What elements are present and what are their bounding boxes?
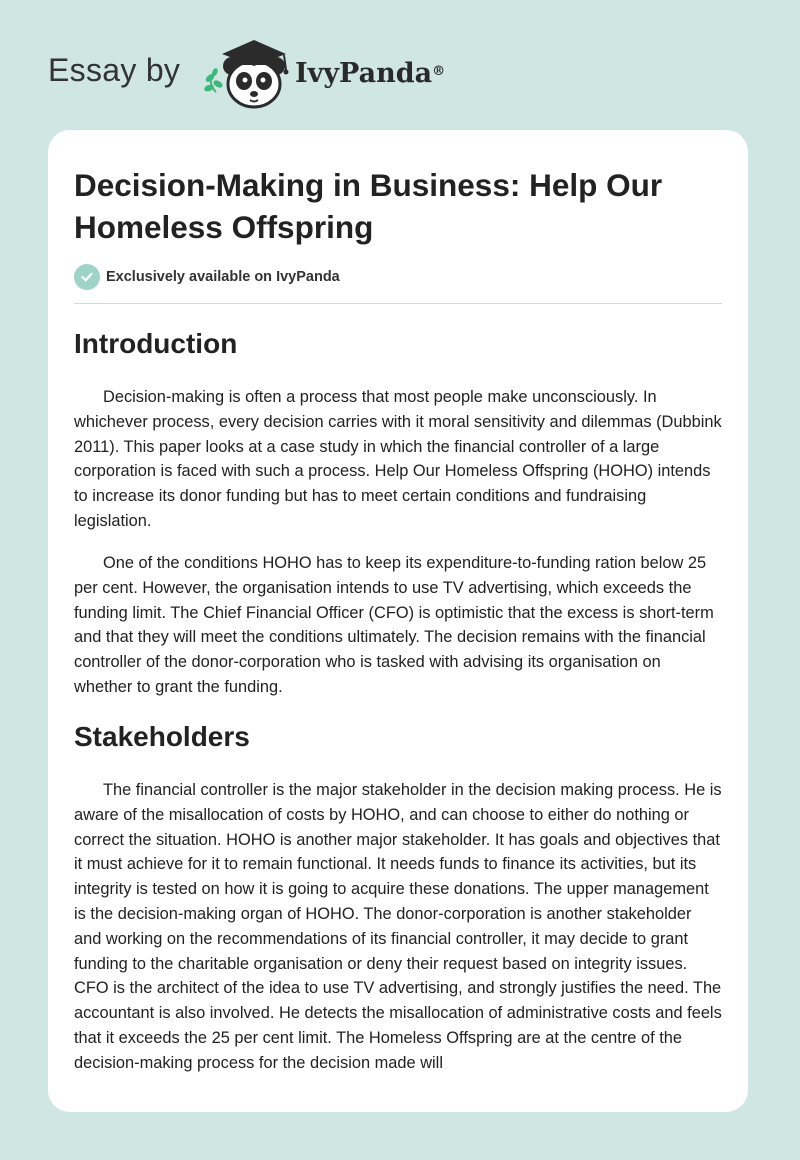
brand-name[interactable]: IvyPanda® bbox=[295, 58, 446, 89]
divider bbox=[74, 303, 722, 304]
badge-label: Exclusively available on IvyPanda bbox=[106, 269, 340, 285]
section-heading-stakeholders: Stakeholders bbox=[74, 721, 250, 752]
essay-card bbox=[48, 130, 748, 1112]
panda-graduate-icon[interactable] bbox=[200, 34, 292, 110]
brand-prefix: Essay by bbox=[48, 52, 181, 88]
leaf-icon bbox=[203, 67, 224, 92]
paragraph: Decision-making is often a process that most people make unconsciously. In whichever process, every decision carries with it moral sensitivity and dilemmas (Dubbink 2011). This paper looks at a case study in which the financial controller of a large corporation is faced with such a process. Help Our Homeless Offspring (HOHO) intends to increase its donor funding but has to meet certain conditions and fundraising legislation. bbox=[74, 388, 722, 530]
site-header bbox=[0, 0, 800, 130]
exclusive-badge bbox=[74, 263, 340, 291]
page-title: Decision-Making in Business: Help Our Homeless Offspring bbox=[74, 167, 663, 245]
paragraph: The financial controller is the major stakeholder in the decision making process. He is aware of the misallocation of costs by HOHO, and can choose to either do nothing or correct the situation. HOHO is another major stakeholder. It has goals and objectives that it must achieve for it to remain functional. It needs funds to finance its activities, but its integrity is tested on how it is going to acquire these donations. The upper management is the decision-making organ of HOHO. The donor-corporation is another stakeholder and working on the recommendations of its financial controller, it may decide to grant funding to the charitable organisation or deny their request based on integrity issues. CFO is the architect of the idea to use TV advertising, and strongly justifies the need. The accountant is also involved. He detects the misallocation of administrative costs and feels that it exceeds the 25 per cent limit. The Homeless Offspring are at the centre of the decision-making process for the decision made will bbox=[74, 781, 722, 1072]
registered-mark: ® bbox=[432, 64, 446, 79]
paragraph: One of the conditions HOHO has to keep its expenditure-to-funding ration below 25 per cent. However, the organisation intends to use TV advertising, which exceeds the funding limit. The Chief Financial Officer (CFO) is optimistic that the excess is short-term and that they will meet the conditions ultimately. The decision remains with the financial controller of the donor-corporation who is tasked with advising its organisation on whether to grant the funding. bbox=[74, 554, 714, 696]
section-heading-introduction: Introduction bbox=[74, 328, 238, 359]
checkmark-icon bbox=[74, 264, 100, 290]
